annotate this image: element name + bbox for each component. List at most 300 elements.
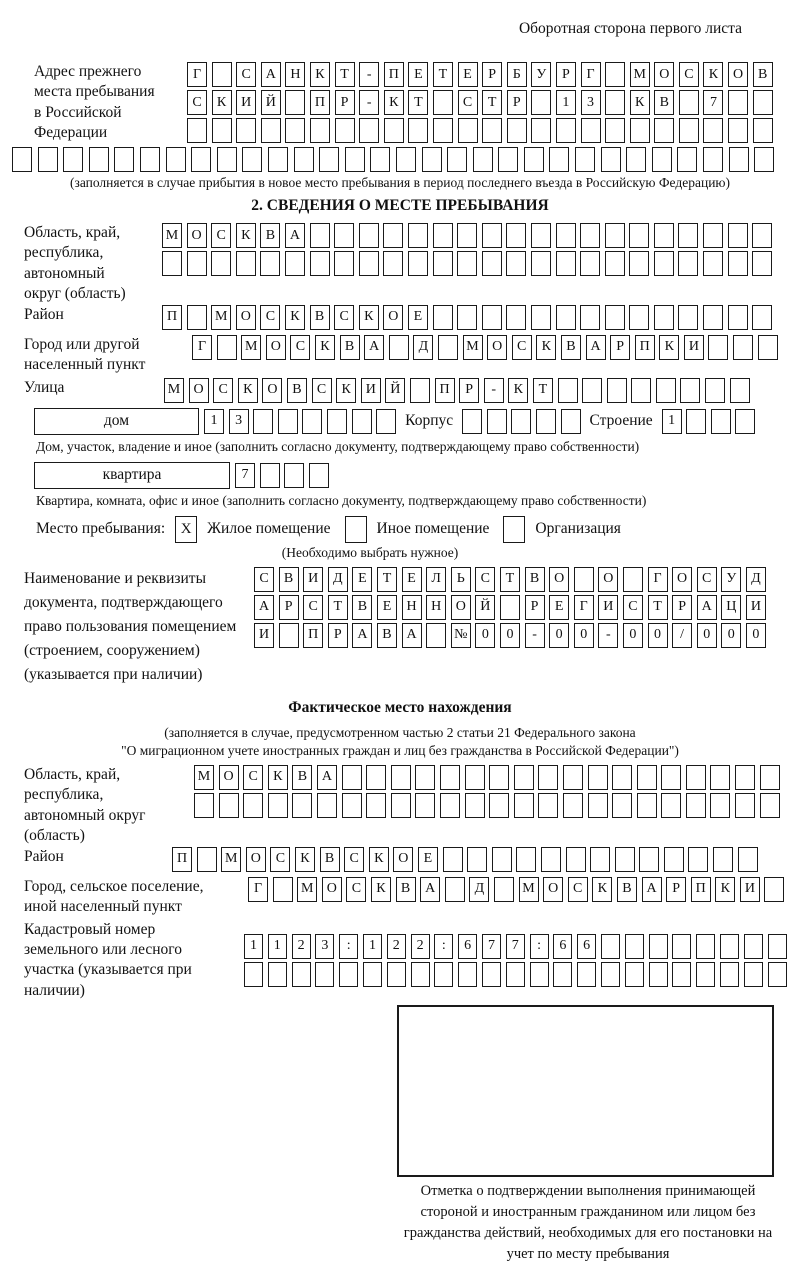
form-cell xyxy=(500,595,520,620)
form-cell xyxy=(514,793,534,818)
form-cell: С xyxy=(312,378,332,403)
kvartira-row xyxy=(34,462,788,489)
form-cell: О xyxy=(654,62,674,87)
form-cell: С xyxy=(213,378,233,403)
form-cell xyxy=(710,793,730,818)
form-cell xyxy=(166,147,186,172)
form-cell xyxy=(242,147,262,172)
form-cell xyxy=(649,934,668,959)
form-cell xyxy=(447,147,467,172)
form-cell: В xyxy=(320,847,340,872)
form-cell xyxy=(63,147,83,172)
oblast-label: Область, край, республика, автономный округ (область) xyxy=(24,224,126,303)
form-cell xyxy=(664,847,684,872)
form-cell xyxy=(710,765,730,790)
form-cell: С xyxy=(623,595,643,620)
form-cell: М xyxy=(221,847,241,872)
form-cell xyxy=(339,962,358,987)
form-cell: С xyxy=(346,877,366,902)
kvartira-note: Квартира, комната, офис и иное (заполнить согласно документу, подтверждающему право собственности) xyxy=(36,492,647,508)
form-cell xyxy=(580,251,600,276)
form-cell: К xyxy=(536,335,556,360)
form-cell xyxy=(735,765,755,790)
form-cell: Й xyxy=(385,378,405,403)
form-cell: П xyxy=(303,623,323,648)
form-cell: 7 xyxy=(482,934,501,959)
form-cell xyxy=(506,305,526,330)
form-cell: С xyxy=(290,335,310,360)
form-cell xyxy=(482,962,501,987)
form-cell: : xyxy=(339,934,358,959)
form-cell: 0 xyxy=(549,623,569,648)
form-cell: 6 xyxy=(577,934,596,959)
form-cell xyxy=(457,223,477,248)
form-cell: 0 xyxy=(500,623,520,648)
form-cell: Р xyxy=(525,595,545,620)
form-cell: С xyxy=(458,90,478,115)
form-cell: Н xyxy=(402,595,422,620)
form-cell xyxy=(310,251,330,276)
form-cell xyxy=(487,409,507,434)
form-cell xyxy=(359,118,379,143)
form-cell: И xyxy=(740,877,760,902)
form-cell xyxy=(582,378,602,403)
form-cell xyxy=(506,962,525,987)
form-cell: Р xyxy=(279,595,299,620)
char-boxes-row xyxy=(192,335,778,360)
form-cell xyxy=(752,305,772,330)
form-cell xyxy=(434,962,453,987)
form-cell: Е xyxy=(549,595,569,620)
form-cell: О xyxy=(487,335,507,360)
form-cell xyxy=(187,305,207,330)
form-cell: А xyxy=(352,623,372,648)
form-cell: В xyxy=(396,877,416,902)
form-cell: М xyxy=(630,62,650,87)
form-cell: Р xyxy=(556,62,576,87)
char-boxes-row xyxy=(162,251,772,276)
form-cell xyxy=(494,877,514,902)
form-cell xyxy=(672,962,691,987)
form-cell xyxy=(649,962,668,987)
form-cell: С xyxy=(512,335,532,360)
form-cell xyxy=(531,90,551,115)
form-cell xyxy=(285,251,305,276)
form-cell xyxy=(410,378,430,403)
form-cell xyxy=(465,765,485,790)
form-cell xyxy=(191,147,211,172)
form-cell xyxy=(605,118,625,143)
form-cell: К xyxy=(285,305,305,330)
form-cell: В xyxy=(654,90,674,115)
form-cell xyxy=(601,962,620,987)
form-cell: П xyxy=(635,335,655,360)
form-cell xyxy=(433,305,453,330)
factual-gorod-label: Город, сельское поселение, иной населенный пункт xyxy=(24,877,204,916)
form-cell xyxy=(366,765,386,790)
form-cell: 1 xyxy=(556,90,576,115)
form-cell xyxy=(387,962,406,987)
form-cell xyxy=(735,409,755,434)
form-cell: О xyxy=(383,305,403,330)
form-cell xyxy=(588,765,608,790)
form-cell: 7 xyxy=(703,90,723,115)
form-cell xyxy=(236,251,256,276)
form-cell xyxy=(553,962,572,987)
form-cell xyxy=(457,305,477,330)
form-cell xyxy=(278,409,298,434)
form-cell: В xyxy=(260,223,280,248)
form-cell xyxy=(703,251,723,276)
form-cell: Р xyxy=(610,335,630,360)
form-cell: К xyxy=(315,335,335,360)
form-cell: С xyxy=(697,567,717,592)
form-cell xyxy=(217,147,237,172)
char-boxes-row xyxy=(244,962,787,987)
form-cell xyxy=(753,90,773,115)
form-cell xyxy=(273,877,293,902)
form-cell xyxy=(735,793,755,818)
form-cell: К xyxy=(268,765,288,790)
form-cell: С xyxy=(236,62,256,87)
mesto-row xyxy=(36,516,788,543)
form-cell xyxy=(654,251,674,276)
form-cell xyxy=(261,118,281,143)
form-cell: Т xyxy=(377,567,397,592)
form-cell: О xyxy=(728,62,748,87)
char-boxes-row xyxy=(164,378,750,403)
form-cell xyxy=(623,567,643,592)
form-cell xyxy=(549,147,569,172)
form-cell: - xyxy=(359,62,379,87)
form-cell: Е xyxy=(408,305,428,330)
form-cell xyxy=(492,847,512,872)
form-cell xyxy=(686,765,706,790)
form-cell: К xyxy=(371,877,391,902)
form-cell: А xyxy=(285,223,305,248)
form-cell xyxy=(285,118,305,143)
form-cell: К xyxy=(212,90,232,115)
form-cell xyxy=(629,305,649,330)
form-cell xyxy=(678,251,698,276)
form-cell: Р xyxy=(482,62,502,87)
form-cell xyxy=(433,223,453,248)
stroenie-label: Строение xyxy=(589,412,653,430)
form-cell xyxy=(531,305,551,330)
form-cell xyxy=(629,223,649,248)
form-cell xyxy=(489,765,509,790)
form-cell xyxy=(752,223,772,248)
form-cell xyxy=(626,147,646,172)
form-cell: Р xyxy=(328,623,348,648)
form-cell xyxy=(590,847,610,872)
form-cell xyxy=(352,409,372,434)
form-cell: Е xyxy=(458,62,478,87)
form-cell xyxy=(688,847,708,872)
form-cell xyxy=(605,251,625,276)
prev-address-rows xyxy=(187,62,773,146)
form-cell: Л xyxy=(426,567,446,592)
form-cell: В xyxy=(310,305,330,330)
form-cell xyxy=(703,305,723,330)
form-cell xyxy=(601,934,620,959)
char-boxes-row xyxy=(194,793,780,818)
form-cell: В xyxy=(279,567,299,592)
form-cell xyxy=(310,223,330,248)
kadastr-block xyxy=(12,920,788,1002)
factual-note-1: (заполняется в случае, предусмотренном частью 2 статьи 21 Федерального закона xyxy=(164,724,636,740)
kvartira-labelbox: квартира xyxy=(34,462,230,489)
form-cell xyxy=(465,793,485,818)
form-cell xyxy=(728,118,748,143)
form-cell xyxy=(677,147,697,172)
form-cell xyxy=(317,793,337,818)
form-cell: М xyxy=(162,223,182,248)
form-cell: Г xyxy=(574,595,594,620)
form-cell: С xyxy=(334,305,354,330)
form-cell: К xyxy=(703,62,723,87)
form-cell: 3 xyxy=(229,409,249,434)
form-cell: В xyxy=(377,623,397,648)
form-cell xyxy=(654,118,674,143)
form-cell xyxy=(440,793,460,818)
form-cell xyxy=(212,118,232,143)
form-cell: 3 xyxy=(581,90,601,115)
page-header-note: Оборотная сторона первого листа xyxy=(518,20,742,37)
form-cell: К xyxy=(592,877,612,902)
dom-row xyxy=(34,408,788,435)
form-cell xyxy=(574,567,594,592)
form-cell xyxy=(733,335,753,360)
factual-title: Фактическое место нахождения xyxy=(288,698,512,716)
mesto-label: Место пребывания: xyxy=(36,520,166,538)
form-cell: К xyxy=(359,305,379,330)
form-cell: Т xyxy=(648,595,668,620)
form-cell xyxy=(708,335,728,360)
form-cell xyxy=(411,962,430,987)
form-cell: Т xyxy=(408,90,428,115)
form-cell xyxy=(12,147,32,172)
form-cell: С xyxy=(187,90,207,115)
form-cell xyxy=(467,847,487,872)
char-boxes-row xyxy=(462,409,580,434)
form-cell xyxy=(605,223,625,248)
form-cell xyxy=(433,90,453,115)
char-boxes-row xyxy=(254,567,766,592)
form-cell: И xyxy=(746,595,766,620)
korpus-label: Корпус xyxy=(405,412,454,430)
form-cell: К xyxy=(369,847,389,872)
form-cell xyxy=(625,934,644,959)
form-cell xyxy=(541,847,561,872)
form-cell: И xyxy=(236,90,256,115)
form-cell xyxy=(654,223,674,248)
form-cell: О xyxy=(322,877,342,902)
form-cell: С xyxy=(303,595,323,620)
form-cell xyxy=(652,147,672,172)
inoe-label: Иное помещение xyxy=(376,520,490,538)
form-cell xyxy=(370,147,390,172)
form-cell: С xyxy=(254,567,274,592)
form-cell: Е xyxy=(402,567,422,592)
form-cell: К xyxy=(715,877,735,902)
form-cell: Д xyxy=(413,335,433,360)
form-cell xyxy=(253,409,273,434)
form-cell xyxy=(752,251,772,276)
factual-note-2: "О миграционном учете иностранных граждан и лиц без гражданства в Российской Федерации") xyxy=(121,742,679,758)
form-cell: Г xyxy=(248,877,268,902)
form-cell xyxy=(458,118,478,143)
form-cell xyxy=(408,223,428,248)
form-cell xyxy=(309,463,329,488)
form-cell xyxy=(696,934,715,959)
form-cell xyxy=(482,223,502,248)
form-cell: Р xyxy=(666,877,686,902)
form-cell: 7 xyxy=(506,934,525,959)
form-cell: 0 xyxy=(648,623,668,648)
form-cell xyxy=(384,118,404,143)
form-cell: Г xyxy=(648,567,668,592)
form-cell: К xyxy=(630,90,650,115)
form-cell: С xyxy=(475,567,495,592)
form-cell xyxy=(396,147,416,172)
form-cell: О xyxy=(598,567,618,592)
form-cell xyxy=(686,793,706,818)
form-cell xyxy=(678,305,698,330)
form-cell: 1 xyxy=(662,409,682,434)
form-cell xyxy=(445,877,465,902)
form-cell: И xyxy=(598,595,618,620)
form-cell: Т xyxy=(482,90,502,115)
form-cell xyxy=(768,934,787,959)
form-cell: С xyxy=(679,62,699,87)
form-cell: П xyxy=(162,305,182,330)
form-cell xyxy=(335,118,355,143)
form-cell xyxy=(433,251,453,276)
form-cell: - xyxy=(359,90,379,115)
form-cell xyxy=(389,335,409,360)
form-cell xyxy=(728,251,748,276)
form-cell xyxy=(637,793,657,818)
form-cell: К xyxy=(295,847,315,872)
form-cell: П xyxy=(691,877,711,902)
char-boxes-row xyxy=(162,223,772,248)
form-cell xyxy=(711,409,731,434)
form-cell: 6 xyxy=(553,934,572,959)
form-cell: - xyxy=(598,623,618,648)
form-cell xyxy=(334,251,354,276)
form-cell xyxy=(705,378,725,403)
form-cell: В xyxy=(352,595,372,620)
form-cell xyxy=(753,118,773,143)
form-cell xyxy=(243,793,263,818)
factual-oblast-label: Область, край, республика, автономный округ (область) xyxy=(24,765,146,845)
form-cell xyxy=(764,877,784,902)
form-cell: 1 xyxy=(204,409,224,434)
organizaciya-label: Организация xyxy=(535,520,621,538)
prev-address-label: Адрес прежнего места пребывания в Российской Федерации xyxy=(34,63,155,142)
form-cell: А xyxy=(254,595,274,620)
form-cell xyxy=(730,378,750,403)
form-cell: № xyxy=(451,623,471,648)
form-cell xyxy=(556,251,576,276)
form-cell xyxy=(703,223,723,248)
section2-title: 2. СВЕДЕНИЯ О МЕСТЕ ПРЕБЫВАНИЯ xyxy=(251,197,549,214)
form-cell: Г xyxy=(192,335,212,360)
form-cell: Е xyxy=(377,595,397,620)
form-cell: Т xyxy=(433,62,453,87)
form-cell: 0 xyxy=(721,623,741,648)
form-cell: О xyxy=(393,847,413,872)
form-cell: 6 xyxy=(458,934,477,959)
form-cell: О xyxy=(236,305,256,330)
stamp-box xyxy=(397,1005,774,1177)
form-cell: Т xyxy=(533,378,553,403)
form-cell xyxy=(556,118,576,143)
char-boxes-row xyxy=(162,305,772,330)
form-cell xyxy=(538,793,558,818)
char-boxes-row xyxy=(172,847,758,872)
form-cell xyxy=(363,962,382,987)
form-cell: О xyxy=(266,335,286,360)
form-cell: 1 xyxy=(268,934,287,959)
factual-raion-block xyxy=(12,847,788,875)
form-cell xyxy=(720,934,739,959)
char-boxes-row xyxy=(254,595,766,620)
form-cell xyxy=(489,793,509,818)
char-boxes-row xyxy=(244,934,787,959)
form-cell xyxy=(631,378,651,403)
char-boxes-row xyxy=(204,409,396,434)
form-cell xyxy=(342,765,362,790)
form-cell xyxy=(581,118,601,143)
form-cell: М xyxy=(164,378,184,403)
form-cell: 7 xyxy=(235,463,255,488)
form-cell: А xyxy=(317,765,337,790)
form-cell: : xyxy=(530,934,549,959)
form-cell xyxy=(438,335,458,360)
form-cell: С xyxy=(344,847,364,872)
form-cell: Е xyxy=(408,62,428,87)
form-cell xyxy=(678,223,698,248)
form-cell xyxy=(630,118,650,143)
prev-address-block xyxy=(12,62,788,146)
form-cell xyxy=(615,847,635,872)
form-cell xyxy=(516,847,536,872)
form-cell: - xyxy=(484,378,504,403)
form-cell xyxy=(292,793,312,818)
form-cell xyxy=(284,463,304,488)
form-cell xyxy=(580,305,600,330)
form-cell xyxy=(315,962,334,987)
form-cell: О xyxy=(219,765,239,790)
form-cell: Т xyxy=(500,567,520,592)
form-cell xyxy=(686,409,706,434)
factual-raion-label: Район xyxy=(24,847,64,865)
form-cell xyxy=(38,147,58,172)
form-cell xyxy=(433,118,453,143)
form-cell xyxy=(302,409,322,434)
form-cell xyxy=(654,305,674,330)
form-cell xyxy=(140,147,160,172)
form-cell: О xyxy=(262,378,282,403)
form-cell xyxy=(588,793,608,818)
dom-note: Дом, участок, владение и иное (заполнить согласно документу, подтверждающему право собственности) xyxy=(36,438,640,454)
form-cell: Е xyxy=(352,567,372,592)
mesto-note: (Необходимо выбрать нужное) xyxy=(281,544,459,560)
form-cell: И xyxy=(361,378,381,403)
form-cell xyxy=(672,934,691,959)
